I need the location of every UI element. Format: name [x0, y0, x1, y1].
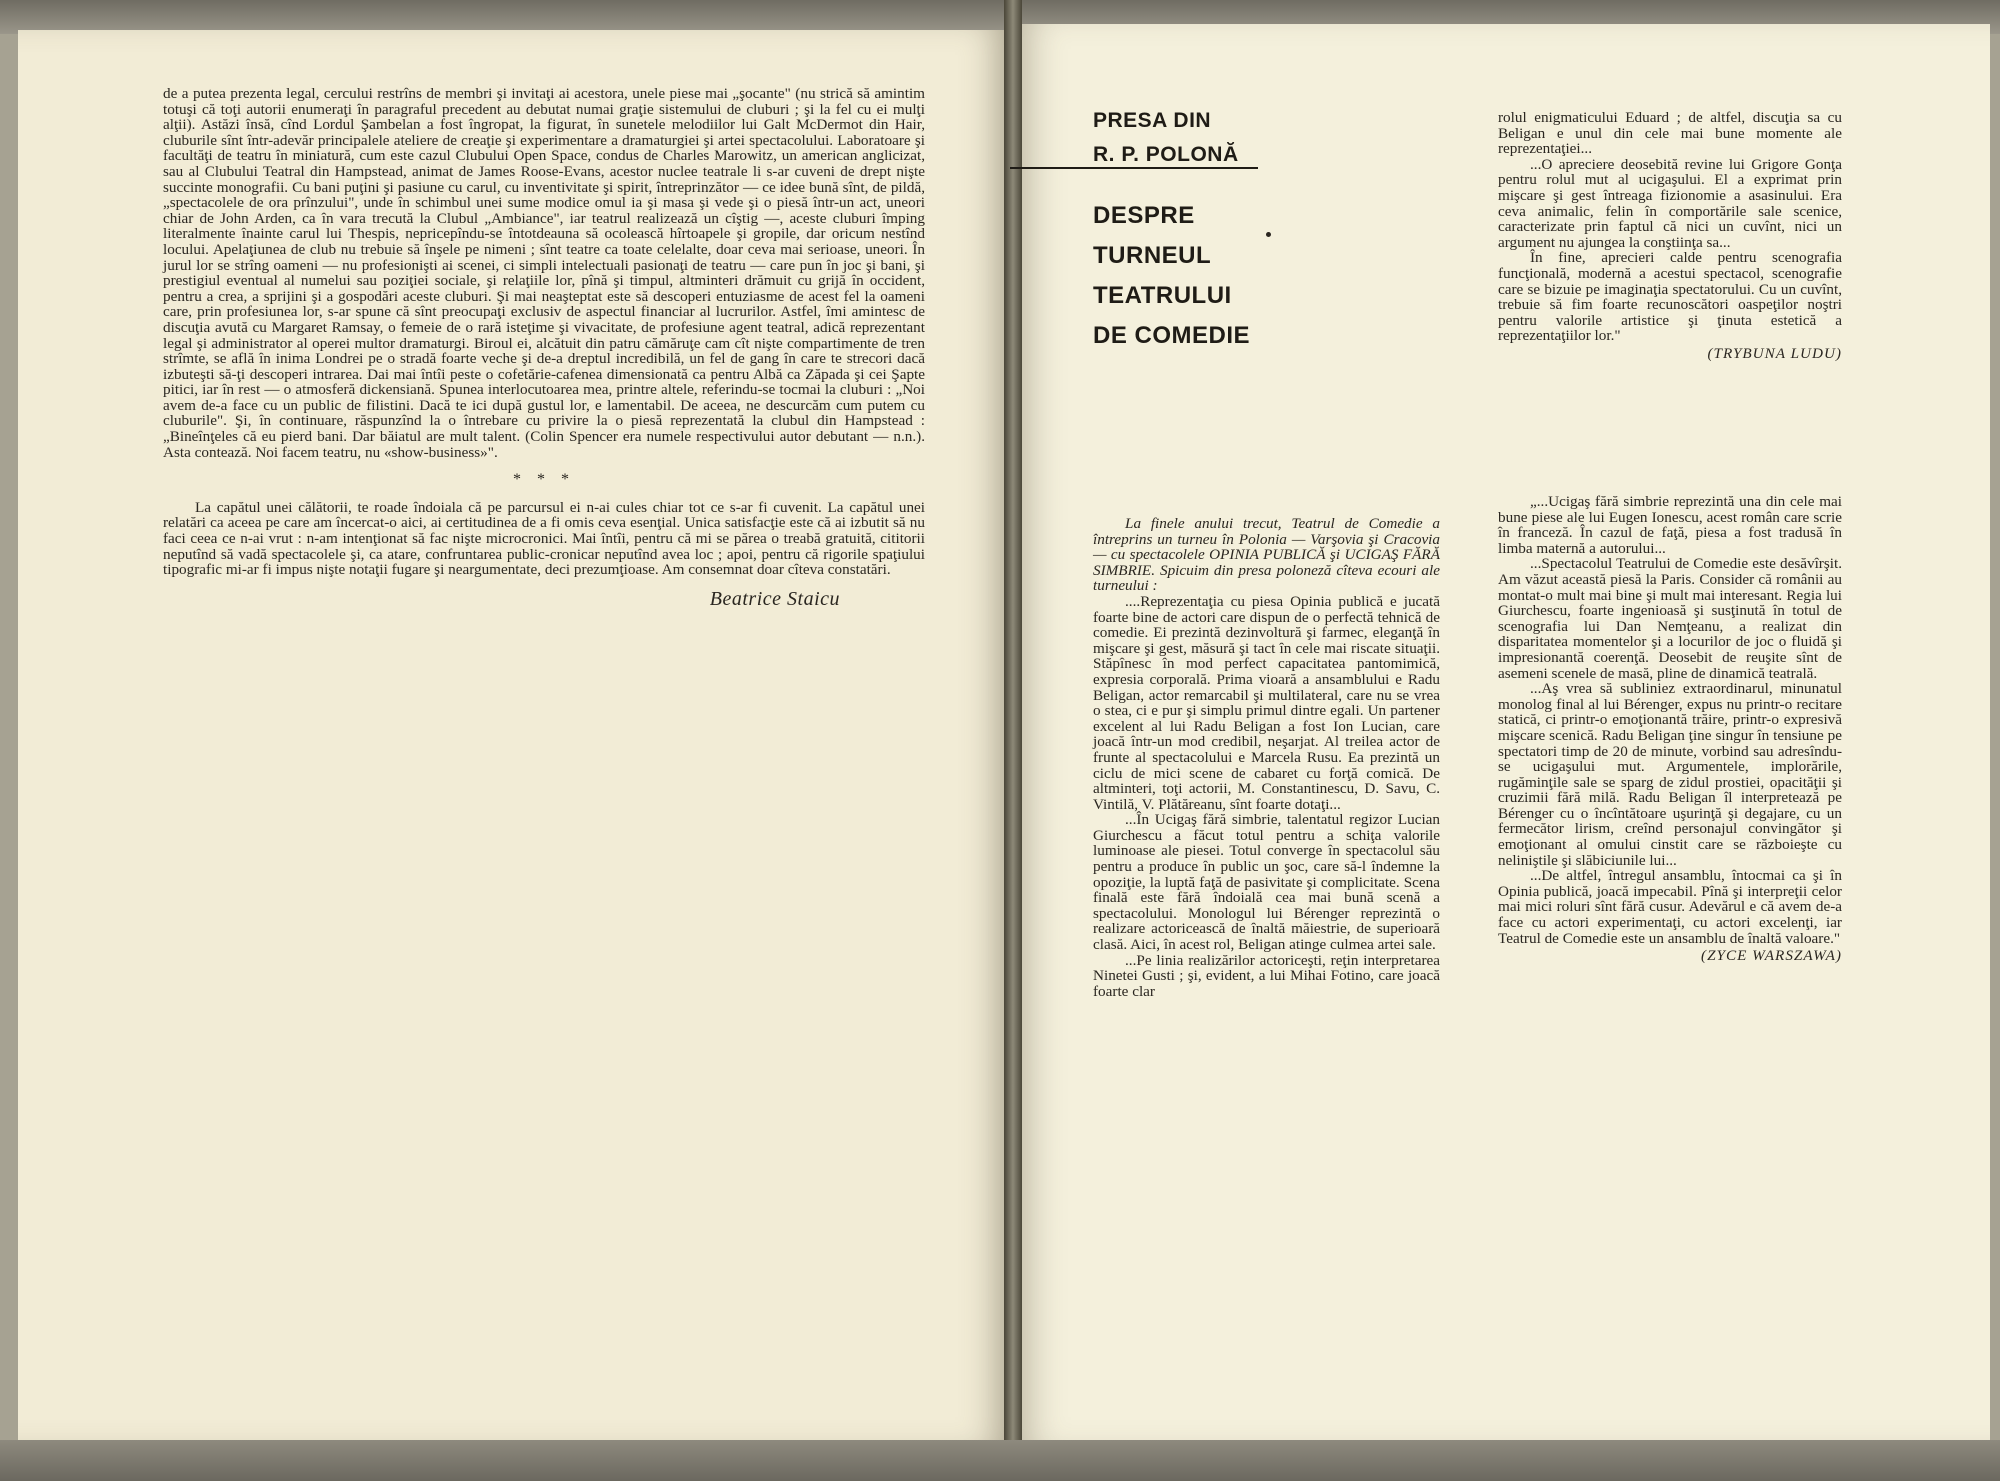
- print-dot: [1266, 232, 1271, 237]
- article-title-line: TURNEUL: [1093, 242, 1212, 269]
- section-label-line: R. P. POLONĂ: [1093, 143, 1239, 166]
- press-column-1: [1093, 516, 1440, 999]
- article-title-line: TEATRULUI: [1093, 282, 1232, 309]
- press-paragraph: ...În Ucigaş fără simbrie, talentatul regizor Lucian Giurchescu a făcut totul pentru a schiţa valorile luminoase ale piesei. Totul converge în spectacolul său pentru a produce în public un şoc, care să-l îndemne la opoziţie, la luptă faţă de pasivitate şi complicitate. Scena finală este fără îndoială cea mai bună scenă a spectacolului. Monologul lui Bérenger reprezintă o realizare actoricească de înaltă măiestrie, de superioară clasă. Aici, în acest rol, Beligan atinge culmea artei sale.: [1093, 811, 1440, 954]
- section-label: [1093, 104, 1239, 172]
- section-separator: * * *: [513, 471, 575, 489]
- press-paragraph: În fine, aprecieri calde pentru scenografia funcţională, modernă a acestui spectacol, scenografie care se bizuie pe imaginaţia spectatorului. Cu un cuvînt, trebuie să fim foarte recunoscători oaspeţilor noştri pentru valorile artistice şi ţinuta estetică a reprezentaţiilor lor.": [1498, 249, 1842, 345]
- press-paragraph: ...Pe linia realizărilor actoriceşti, reţin interpretarea Ninetei Gusti ; şi, evident, a lui Mihai Fotino, care joacă foarte clar: [1093, 951, 1440, 1000]
- article-title-line: DESPRE: [1093, 202, 1195, 229]
- author-signature: Beatrice Staicu: [709, 587, 840, 610]
- article-lead: La finele anului trecut, Teatrul de Comedie a întreprins un turneu în Polonia — Varşovia şi Cracovia — cu spectacolele OPINIA PUBLICĂ şi UCIGAŞ FĂRĂ SIMBRIE. Spicuim din presa poloneză cîteva ecouri ale turneului :: [1093, 515, 1440, 595]
- left-paragraph: La capătul unei călătorii, te roade îndoiala că pe parcursul ei n-ai cules chiar tot ce s-ar fi cuvenit. La capătul unei relatări ca aceea pe care am încercat-o aici, ai certitudinea de a fi omis ceva esenţial. Unica satisfacţie este că ai izbutit să nu faci ceea ce n-ai vrut : n-am intenţionat să fac nişte microcronici. Mai întîi, pentru că mi se părea o treabă gratuită, cititorii neputînd să vadă spectacolele şi, ca atare, confruntarea public-cronicar neputînd avea loc ; apoi, pentru că rigorile spaţiului tipografic mi-ar fi impus nişte notaţii fugare şi neargumentate, deci prezumţioase. Am consemnat doar cîteva constatări.: [163, 498, 925, 579]
- press-paragraph: rolul enigmaticului Eduard ; de altfel, discuţia sa cu Beligan e unul din cele mai bune momente ale reprezentaţiei...: [1498, 109, 1842, 158]
- left-article: [163, 85, 925, 610]
- press-source: (ZYCE WARSZAWA): [1701, 947, 1842, 965]
- press-paragraph: „...Ucigaş fără simbrie reprezintă una din cele mai bune piese ale lui Eugen Ionescu, acest român care scrie în franceză. În cazul de faţă, piesa a fost tradusă în limba maternă a autorului...: [1498, 493, 1842, 557]
- press-paragraph: ...Spectacolul Teatrului de Comedie este desăvîrşit. Am văzut această piesă la Paris. Consider că românii au montat-o mult mai bine şi mult mai interesant. Regia lui Giurchescu, foarte ingenioasă şi susţinută în totul de scenografia lui Dan Nemţeanu, a realizat din disparitatea momentelor şi a locurilor de joc o fluidă şi impresionantă coerenţă. Deosebit de reuşite sînt de asemeni scenele de masă, pline de dinamică teatrală.: [1498, 555, 1842, 682]
- headline-rule: [1010, 167, 1258, 169]
- book-gutter: [1004, 0, 1022, 1481]
- press-paragraph: ....Reprezentaţia cu piesa Opinia publică e jucată foarte bine de actori care dispun de o perfectă tehnică de comedie. Ei prezintă dezinvoltură şi farmec, eleganţă în mişcare şi gest, măsură şi tact în cele mai riscate situaţii. Stăpînesc în mod perfect capacitatea pantomimică, expresia corporală. Prima vioară a ansamblului e Radu Beligan, actor remarcabil şi multilateral, care nu se vrea o stea, ci e pur şi simplu primul dintre egali. Un partener excelent al lui Radu Beligan a fost Ion Lucian, care joacă într-un mod credibil, neşarjat. Al treilea actor de frunte al spectacolului e Marcela Rusu. Ea prezintă un ciclu de mici scene de cabaret cu forţă comică. De altminteri, toţi actorii, M. Constantinescu, D. Savu, C. Vintilă, V. Plătăreanu, sînt foarte dotaţi...: [1093, 592, 1440, 813]
- article-title-line: DE COMEDIE: [1093, 322, 1251, 349]
- press-paragraph: ...O apreciere deosebită revine lui Grigore Gonţa pentru rolul mut al ucigaşului. El a exprimat prin mişcare şi gest întreaga fizionomie a asasinului. Era ceva animalic, felin în comportările sale scenice, caracterizate prin faptul că nici un cuvînt, nici un argument nu ajungea la conştiinţa sa...: [1498, 155, 1842, 251]
- book-binding-bottom: [0, 1440, 2000, 1481]
- press-paragraph: ...Aş vrea să subliniez extraordinarul, minunatul monolog final al lui Bérenger, expus nu printr-o recitare statică, ci printr-o emoţionantă trăire, printr-o expresivă mişcare scenică. Radu Beligan ţine singur în tensiune pe spectatori timp de 20 de minute, vorbind sau adresîndu-se ucigaşului mut. Argumentele, implorările, rugăminţile sale se sparg de zidul prostiei, opacităţii şi cruzimii fără milă. Radu Beligan îl interpretează pe Bérenger cu o încîntătoare uşurinţă şi degajare, cu un fermecător lirism, creînd personajul convingător şi emoţionant al omului cinstit care se războieşte cu neliniştile şi slăbiciunile lui...: [1498, 680, 1842, 869]
- section-label-line: PRESA DIN: [1093, 109, 1212, 132]
- press-column-2-bottom: [1498, 494, 1842, 964]
- press-source: (TRYBUNA LUDU): [1707, 344, 1842, 362]
- press-column-2-top: [1498, 110, 1842, 362]
- article-title: [1093, 196, 1250, 356]
- press-paragraph: ...De altfel, întregul ansamblu, întocmai ca şi în Opinia publică, joacă impecabil. Pînă şi interpreţii celor mai mici roluri sînt fără cusur. Adevărul e că avem de-a face cu actori experimentaţi, cu actori excelenţi, iar Teatrul de Comedie este un ansamblu de înaltă valoare.": [1498, 867, 1842, 947]
- left-paragraph: de a putea prezenta legal, cercului restrîns de membri şi invitaţi ai acestora, unele piese mai „şocante" (nu strică să amintim totuşi că toţi autorii enumeraţi în paragraful precedent au debutat numai graţie sistemului de cluburi ; şi la fel cu ei mulţi alţii). Astăzi însă, cînd Lordul Şambelan a fost îngropat, la figurat, în sunetele melodiilor lui Galt McDermot din Hair, cluburile sînt într-adevăr principalele ateliere de creaţie şi experimentare a dramaturgiei şi artei spectacolului. Laboratoare şi facultăţi de teatru în miniatură, cum este cazul Clubului Open Space, condus de Charles Marowitz, un american anglicizat, sau al Clubului Teatral din Hampstead, animat de James Roose-Evans, acestor nuclee teatrale li s-ar cuveni de drept nişte succinte monografii. Cu bani puţini şi pasiune cu carul, cu inventivitate şi spirit, întreprinzător — ce idee bună sînt, de pildă, „spectacolele de ora prînzului", unde în schimbul unei sume modice omul ia şi masa şi vede şi o piesă într-un act, uneori chiar de John Arden, ca în vara trecută la Clubul „Ambiance", iar teatrul realizează un cîştig —, aceste cluburi împing literalmente înainte carul lui Thespis, nepricepîndu-se întotdeauna să ocolească hîrtoapele şi gropile, dar oricum nestînd locului. Apelaţiunea de club nu trebuie să înşele pe nimeni ; sînt teatre ca toate celelalte, doar ceva mai serioase, uneori. În jurul lor se strîng oameni — nu profesionişti ai scenei, ci simpli intelectuali pasionaţi de teatru — care pun în joc şi bani, şi prestigiul eventual al numelui sau poziţiei sociale, şi relaţiile lor, pînă şi timpul, altminteri drămuit cu grijă în occident, pentru a crea, a sprijini şi a gospodări aceste cluburi. Şi mai neaşteptat este să descoperi entuziasme de acest fel la oameni care, prin profesiunea lor, s-ar spune că sînt preocupaţi exclusiv de aspectul financiar al lucrurilor. Astfel, îmi amintesc de discuţia avută cu Margaret Ramsay, o femeie de o rară isteţime şi vivacitate, de profesiune agent teatral, adică reprezentant legal şi administrator al operei multor dramaturgi. Biroul ei, alcătuit din patru cămăruţe cam cît nişte compartimente de tren strîmte, se află în inima Londrei pe o stradă foarte veche şi de-a dreptul incredibilă, un fel de gang în care te strecori dacă izbuteşti să-ţi descoperi intrarea. Dai mai întîi peste o cofetărie-cafenea dimensionată ca pentru Albă ca Zăpada şi cei Şapte pitici, iar în rest — o atmosferă dickensiană. Spunea interlocutoarea mea, printre altele, referindu-se tocmai la cluburi : „Noi avem de-a face cu un public de filistini. Dacă te ici după gustul lor, e lamentabil. De aceea, ne descurcăm cum putem cu cluburile". Şi, în continuare, răspunzînd la o întrebare cu privire la o piesă reprezentată la clubul din Hampstead : „Bineînţeles că eu pierd bani. Dar băiatul are mult talent. (Colin Spencer era numele respectivului autor debutant — n.n.). Asta contează. Noi facem teatru, nu «show-business»".: [163, 85, 925, 461]
